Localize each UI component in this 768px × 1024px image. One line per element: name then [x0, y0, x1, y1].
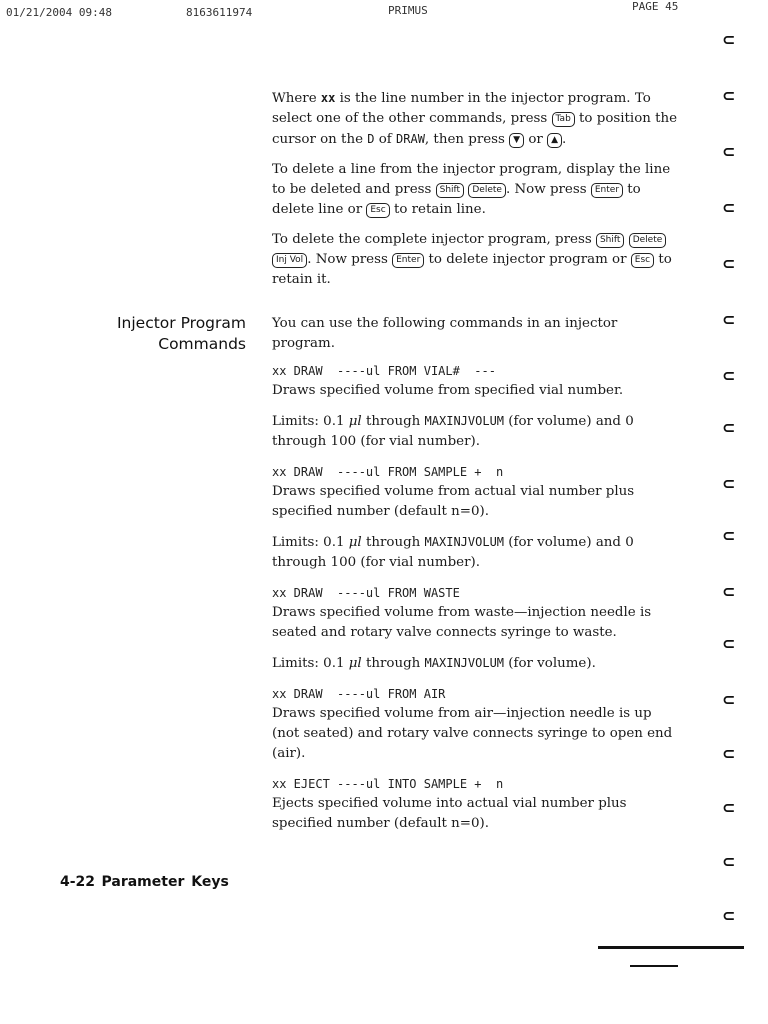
- fax-header: [0, 0, 768, 24]
- binder-mark-icon: ⊂: [722, 30, 736, 49]
- command-entry: [272, 361, 682, 452]
- fax-phone-number: 8163611974: [186, 6, 253, 19]
- fax-company: PRIMUS: [388, 4, 428, 17]
- intro-paragraph-2: To delete a line from the injector program, display the line to be deleted and press Shift Delete . Now press Enter to delete line or Esc to retain line.: [272, 162, 671, 217]
- delete-key-icon: Delete: [468, 183, 506, 198]
- command-syntax: xx DRAW ----ul FROM AIR: [272, 687, 446, 701]
- enter-key-icon: Enter: [591, 183, 623, 198]
- footer-page-number: 4-22: [60, 874, 96, 890]
- binder-mark-icon: ⊂: [722, 86, 736, 105]
- binder-mark-icon: ⊂: [722, 198, 736, 217]
- section-heading-line-2: Commands: [158, 335, 246, 353]
- binder-mark-icon: ⊂: [722, 142, 736, 161]
- scan-rule-line: [598, 946, 744, 949]
- command-entry: [272, 684, 682, 764]
- fax-page-number: PAGE 45: [632, 0, 679, 13]
- command-description: Draws specified volume from air—injection needle is up (not seated) and rotary valve connects syringe to open end (air).: [272, 706, 673, 761]
- shift-key-icon: Shift: [596, 233, 624, 248]
- section-intro: You can use the following commands in an injector program.: [272, 316, 618, 351]
- section-heading-line-1: Injector Program: [116, 314, 246, 332]
- command-limits: Limits: 0.1 μl through MAXINJVOLUM (for volume) and 0 through 100 (for vial number).: [272, 414, 634, 449]
- binder-mark-icon: ⊂: [722, 634, 736, 653]
- tab-key-icon: Tab: [552, 112, 575, 127]
- binder-mark-icon: ⊂: [722, 906, 736, 925]
- arrow-down-key-icon: ▼: [509, 133, 524, 148]
- command-limits: Limits: 0.1 μl through MAXINJVOLUM (for volume) and 0 through 100 (for vial number).: [272, 535, 634, 570]
- esc-key-icon: Esc: [631, 253, 654, 268]
- command-description: Ejects specified volume into actual vial number plus specified number (default n=0).: [272, 796, 627, 831]
- binder-mark-icon: ⊂: [722, 744, 736, 763]
- binder-mark-icon: ⊂: [722, 852, 736, 871]
- binder-mark-icon: ⊂: [722, 798, 736, 817]
- command-syntax: xx EJECT ----ul INTO SAMPLE + n: [272, 777, 504, 791]
- binder-mark-icon: ⊂: [722, 582, 736, 601]
- binder-mark-icon: ⊂: [722, 254, 736, 273]
- binder-mark-icon: ⊂: [722, 366, 736, 385]
- delete-key-icon: Delete: [629, 233, 667, 248]
- arrow-up-key-icon: ▲: [547, 133, 562, 148]
- binder-mark-icon: ⊂: [722, 418, 736, 437]
- inj-vol-key-icon: Inj Vol: [272, 253, 307, 268]
- command-description: Draws specified volume from specified vial number.: [272, 383, 624, 398]
- shift-key-icon: Shift: [436, 183, 464, 198]
- command-syntax: xx DRAW ----ul FROM WASTE: [272, 586, 460, 600]
- command-description: Draws specified volume from waste—injection needle is seated and rotary valve connects syringe to waste.: [272, 605, 652, 640]
- command-entry: [272, 774, 682, 834]
- command-syntax: xx DRAW ----ul FROM SAMPLE + n: [272, 465, 504, 479]
- page-footer: [60, 874, 229, 890]
- command-syntax: xx DRAW ----ul FROM VIAL# ---: [272, 364, 496, 378]
- scan-rule-line: [630, 965, 678, 967]
- binder-mark-icon: ⊂: [722, 526, 736, 545]
- commands-block: [272, 314, 682, 834]
- intro-paragraph-3: To delete the complete injector program, press Shift Delete Inj Vol . Now press Enter to delete injector program or Esc to retain it.: [272, 232, 672, 287]
- command-description: Draws specified volume from actual vial number plus specified number (default n=0).: [272, 484, 635, 519]
- command-entry: [272, 462, 682, 573]
- command-entry: [272, 583, 682, 674]
- section-heading: [117, 313, 246, 355]
- intro-paragraph-1: Where xx is the line number in the injector program. To select one of the other commands, press Tab to position the cursor on the D of DRAW, then press ▼ or ▲ .: [272, 91, 678, 147]
- binder-mark-icon: ⊂: [722, 474, 736, 493]
- command-limits: Limits: 0.1 μl through MAXINJVOLUM (for volume).: [272, 656, 596, 671]
- enter-key-icon: Enter: [392, 253, 424, 268]
- esc-key-icon: Esc: [366, 203, 389, 218]
- binder-mark-icon: ⊂: [722, 690, 736, 709]
- footer-title: Parameter Keys: [101, 874, 229, 890]
- binder-mark-icon: ⊂: [722, 310, 736, 329]
- intro-block: [272, 88, 682, 290]
- fax-date-time: 01/21/2004 09:48: [6, 6, 112, 19]
